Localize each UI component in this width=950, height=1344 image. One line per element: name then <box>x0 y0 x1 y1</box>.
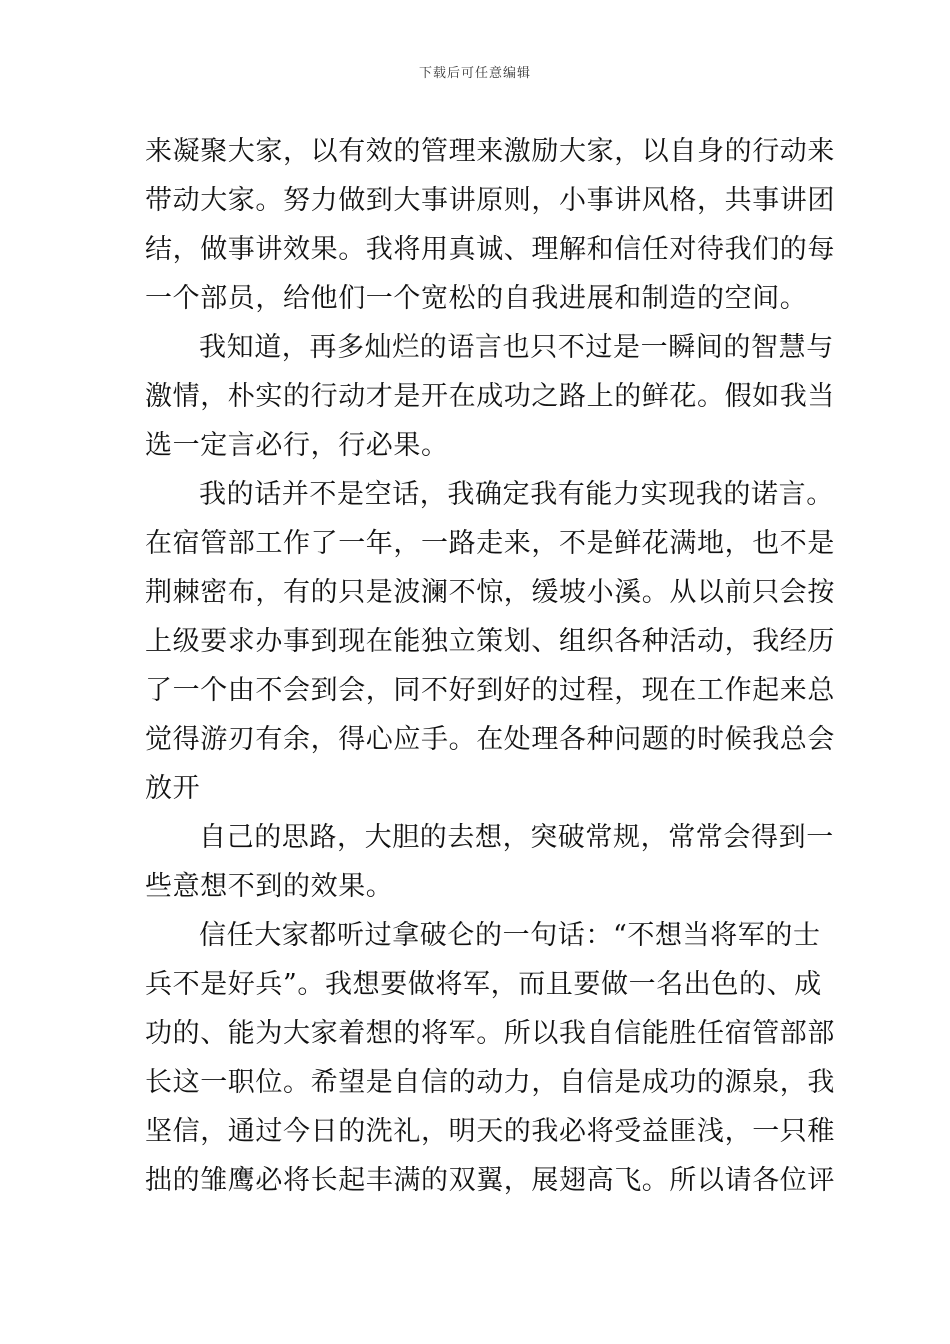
text-line: 些意想不到的效果。 <box>145 871 394 902</box>
text-line: 来凝聚大家，以有效的管理来激励大家，以自身的行动来 <box>145 136 835 167</box>
text-line: 我的话并不是空话，我确定我有能力实现我的诺言。 <box>199 479 834 510</box>
text-line: 放开 <box>145 773 201 804</box>
text-line: 上级要求办事到现在能独立策划、组织各种活动，我经历 <box>145 626 835 657</box>
text-line: 兵不是好兵”。我想要做将军，而且要做一名出色的、成 <box>145 969 822 1000</box>
text-line: 结，做事讲效果。我将用真诚、理解和信任对待我们的每 <box>145 234 835 265</box>
text-line: 坚信，通过今日的洗礼，明天的我必将受益匪浅，一只稚 <box>145 1116 835 1147</box>
text-line: 信任大家都听过拿破仑的一句话：“不想当将军的士 <box>199 920 821 951</box>
page-header: 下载后可任意编辑 <box>418 66 531 81</box>
text-line: 在宿管部工作了一年，一路走来，不是鲜花满地，也不是 <box>145 528 835 559</box>
text-line: 拙的雏鹰必将长起丰满的双翼，展翅高飞。所以请各位评 <box>145 1165 835 1196</box>
text-line: 了一个由不会到会，同不好到好的过程，现在工作起来总 <box>145 675 835 706</box>
text-line: 自己的思路，大胆的去想，突破常规，常常会得到一 <box>199 822 834 853</box>
text-line: 激情，朴实的行动才是开在成功之路上的鲜花。假如我当 <box>145 381 835 412</box>
text-line: 带动大家。努力做到大事讲原则，小事讲风格，共事讲团 <box>145 185 835 216</box>
text-line: 觉得游刃有余，得心应手。在处理各种问题的时候我总会 <box>145 724 835 755</box>
text-line: 我知道，再多灿烂的语言也只不过是一瞬间的智慧与 <box>199 332 834 363</box>
text-line: 选一定言必行，行必果。 <box>145 430 449 461</box>
text-line: 功的、能为大家着想的将军。所以我自信能胜任宿管部部 <box>145 1018 835 1049</box>
text-line: 一个部员，给他们一个宽松的自我进展和制造的空间。 <box>145 283 808 314</box>
text-line: 长这一职位。希望是自信的动力，自信是成功的源泉，我 <box>145 1067 835 1098</box>
text-line: 荆棘密布，有的只是波澜不惊，缓坡小溪。从以前只会按 <box>145 577 835 608</box>
document-body <box>145 127 835 1205</box>
